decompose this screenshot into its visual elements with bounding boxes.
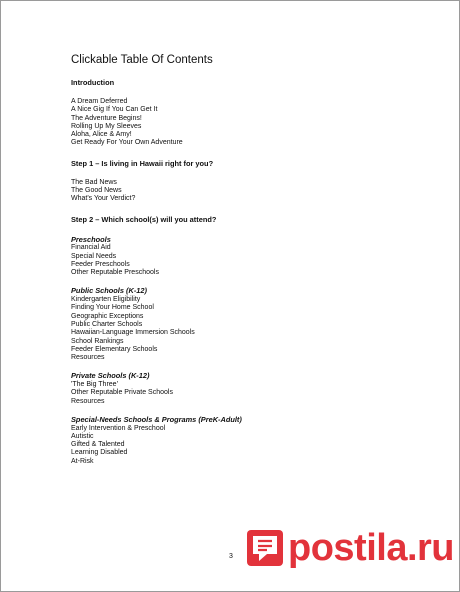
toc-link[interactable]: Feeder Preschools [71, 260, 130, 268]
toc-link[interactable]: Rolling Up My Sleeves [71, 122, 142, 130]
toc-link[interactable]: A Dream Deferred [71, 98, 128, 105]
private-schools-links [71, 381, 441, 406]
toc-link[interactable]: Other Reputable Private Schools [71, 389, 173, 397]
postila-logo-icon [245, 528, 285, 568]
group-heading-private-schools[interactable]: Private Schools (K-12) [71, 371, 150, 381]
group-heading-public-schools[interactable]: Public Schools (K-12) [71, 286, 147, 296]
toc-link[interactable]: Resources [71, 397, 105, 405]
toc-link[interactable]: Aloha, Alice & Amy! [71, 131, 132, 139]
toc-link[interactable]: Kindergarten Eligibility [71, 296, 141, 304]
spacer [71, 148, 441, 159]
public-schools-links [71, 296, 441, 362]
toc-link[interactable]: A Nice Gig If You Can Get It [71, 106, 158, 114]
group-heading-special-needs[interactable]: Special-Needs Schools & Programs (PreK-Adult) [71, 414, 242, 424]
toc-link[interactable]: The Bad News [71, 178, 117, 186]
page-number: 3 [229, 553, 233, 560]
toc-link[interactable]: Other Reputable Preschools [71, 269, 159, 277]
watermark-text: postila.ru [288, 527, 455, 569]
group-heading-preschools[interactable]: Preschools [71, 234, 111, 244]
watermark [245, 524, 454, 572]
toc-link[interactable]: Get Ready For Your Own Adventure [71, 139, 183, 147]
section-heading-step-1[interactable]: Step 1 – Is living in Hawaii right for you? [71, 158, 214, 168]
toc-link[interactable]: Financial Aid [71, 244, 111, 252]
section-heading-introduction[interactable]: Introduction [71, 78, 115, 87]
toc-link[interactable]: Finding Your Home School [71, 304, 154, 312]
toc-link[interactable]: Resources [71, 354, 105, 362]
special-needs-links [71, 425, 441, 466]
toc-link[interactable]: 'The Big Three' [71, 381, 118, 389]
toc-link[interactable]: What's Your Verdict? [71, 195, 136, 203]
toc-link[interactable]: Hawaiian-Language Immersion Schools [71, 329, 195, 337]
toc-link[interactable]: At-Risk [71, 457, 94, 465]
toc-link[interactable]: Special Needs [71, 252, 117, 260]
toc-link[interactable]: Geographic Exceptions [71, 312, 144, 320]
table-of-contents [71, 53, 441, 466]
toc-link[interactable]: Feeder Elementary Schools [71, 345, 158, 353]
toc-link[interactable]: The Adventure Begins! [71, 114, 142, 122]
preschools-links [71, 244, 441, 277]
toc-link[interactable]: Learning Disabled [71, 449, 128, 457]
page-title: Clickable Table Of Contents [71, 54, 213, 66]
toc-link[interactable]: Early Intervention & Preschool [71, 424, 166, 432]
spacer [71, 225, 441, 236]
toc-link[interactable]: The Good News [71, 187, 122, 195]
spacer [71, 204, 441, 215]
toc-link[interactable]: School Rankings [71, 337, 124, 345]
toc-link[interactable]: Autistic [71, 432, 94, 440]
toc-link[interactable]: Public Charter Schools [71, 320, 143, 328]
introduction-links [71, 98, 441, 148]
toc-link[interactable]: Gifted & Talented [71, 441, 125, 449]
step-1-links [71, 179, 441, 204]
section-heading-step-2[interactable]: Step 2 – Which school(s) will you attend? [71, 214, 217, 224]
